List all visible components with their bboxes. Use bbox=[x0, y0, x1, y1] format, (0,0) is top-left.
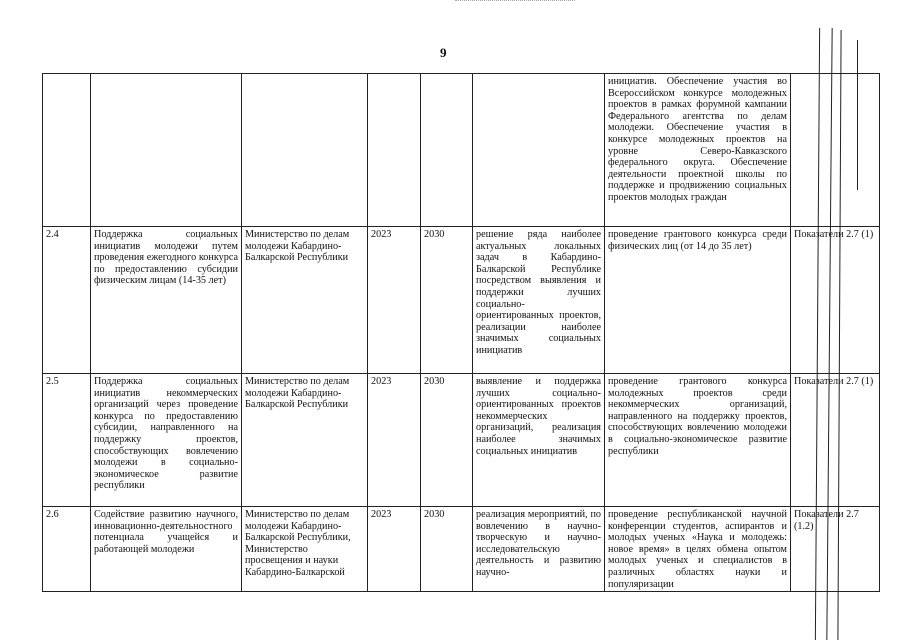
cell-indicators: Показатели 2.7 (1.2) bbox=[791, 507, 880, 592]
cell-activities: проведение грантового конкурса среди физических лиц (от 14 до 35 лет) bbox=[605, 227, 791, 374]
scan-artifact-top bbox=[455, 0, 575, 3]
table-row bbox=[43, 374, 880, 507]
cell-executor: Министерство по делам молодежи Кабардино-Балкарской Республики, Министерство просвещения и науки Кабардино-Балкарской bbox=[242, 507, 368, 592]
cell-expected-result bbox=[473, 74, 605, 227]
cell-number bbox=[43, 74, 91, 227]
cell-measure-name: Поддержка социальных инициатив молодежи путем проведения ежегодного конкурса по предоставлению субсидии физическим лицам (14-35 лет) bbox=[91, 227, 242, 374]
cell-number: 2.5 bbox=[43, 374, 91, 507]
cell-activities: проведение республиканской научной конференции студентов, аспирантов и молодых ученых «Наука и молодежь: новое время» в целях обмена опытом молодых ученых и специалистов в различных областях науки и популяризации bbox=[605, 507, 791, 592]
page-number: 9 bbox=[440, 45, 447, 60]
cell-activities: инициатив. Обеспечение участия во Всероссийском конкурсе молодежных проектов в рамках форумной кампании Федерального агентства по делам молодежи. Обеспечение участия в конкурсе молодежных проектов на уровне Северо-Кавказского федерального округа. Обеспечение деятельности проектной школы по поддержке и продвижению социальных проектов молодых граждан bbox=[605, 74, 791, 227]
table-row bbox=[43, 74, 880, 227]
table-row bbox=[43, 507, 880, 592]
cell-indicators bbox=[791, 74, 880, 227]
measures-table bbox=[42, 73, 880, 592]
cell-indicators: Показатели 2.7 (1) bbox=[791, 374, 880, 507]
cell-start-year bbox=[368, 74, 421, 227]
cell-executor bbox=[242, 74, 368, 227]
cell-executor: Министерство по делам молодежи Кабардино-Балкарской Республики bbox=[242, 227, 368, 374]
cell-activities: проведение грантового конкурса молодежных проектов среди некоммерческих организаций, направленного на поддержку проектов, способствующих вовлечению молодежи в социально-экономическое развитие республики bbox=[605, 374, 791, 507]
cell-number: 2.6 bbox=[43, 507, 91, 592]
cell-measure-name bbox=[91, 74, 242, 227]
cell-start-year: 2023 bbox=[368, 374, 421, 507]
cell-indicators: Показатели 2.7 (1) bbox=[791, 227, 880, 374]
scan-line-4 bbox=[857, 40, 858, 190]
cell-expected-result: выявление и поддержка лучших социально-ориентированных проектов некоммерческих организаций, реализация наиболее значимых социальных инициатив bbox=[473, 374, 605, 507]
cell-expected-result: реализация мероприятий, по вовлечению в научно-творческую и научно-исследовательскую деятельность и развитию научно- bbox=[473, 507, 605, 592]
cell-expected-result: решение ряда наиболее актуальных локальных задач в Кабардино-Балкарской Республике посредством выявления и поддержки лучших социально-ориентированных проектов, реализации наиболее значимых социальных инициатив bbox=[473, 227, 605, 374]
cell-start-year: 2023 bbox=[368, 227, 421, 374]
cell-number: 2.4 bbox=[43, 227, 91, 374]
cell-end-year: 2030 bbox=[421, 507, 473, 592]
cell-executor: Министерство по делам молодежи Кабардино-Балкарской Республики bbox=[242, 374, 368, 507]
cell-end-year: 2030 bbox=[421, 374, 473, 507]
cell-measure-name: Поддержка социальных инициатив некоммерческих организаций через проведение конкурса по предоставлению субсидии, направленного на поддержку проектов, способствующих вовлечению молодежи в социально-экономическое развитие республики bbox=[91, 374, 242, 507]
table-row bbox=[43, 227, 880, 374]
cell-measure-name: Содействие развитию научного, инновационно-деятельностного потенциала учащейся и работающей молодежи bbox=[91, 507, 242, 592]
cell-end-year bbox=[421, 74, 473, 227]
cell-start-year: 2023 bbox=[368, 507, 421, 592]
cell-end-year: 2030 bbox=[421, 227, 473, 374]
